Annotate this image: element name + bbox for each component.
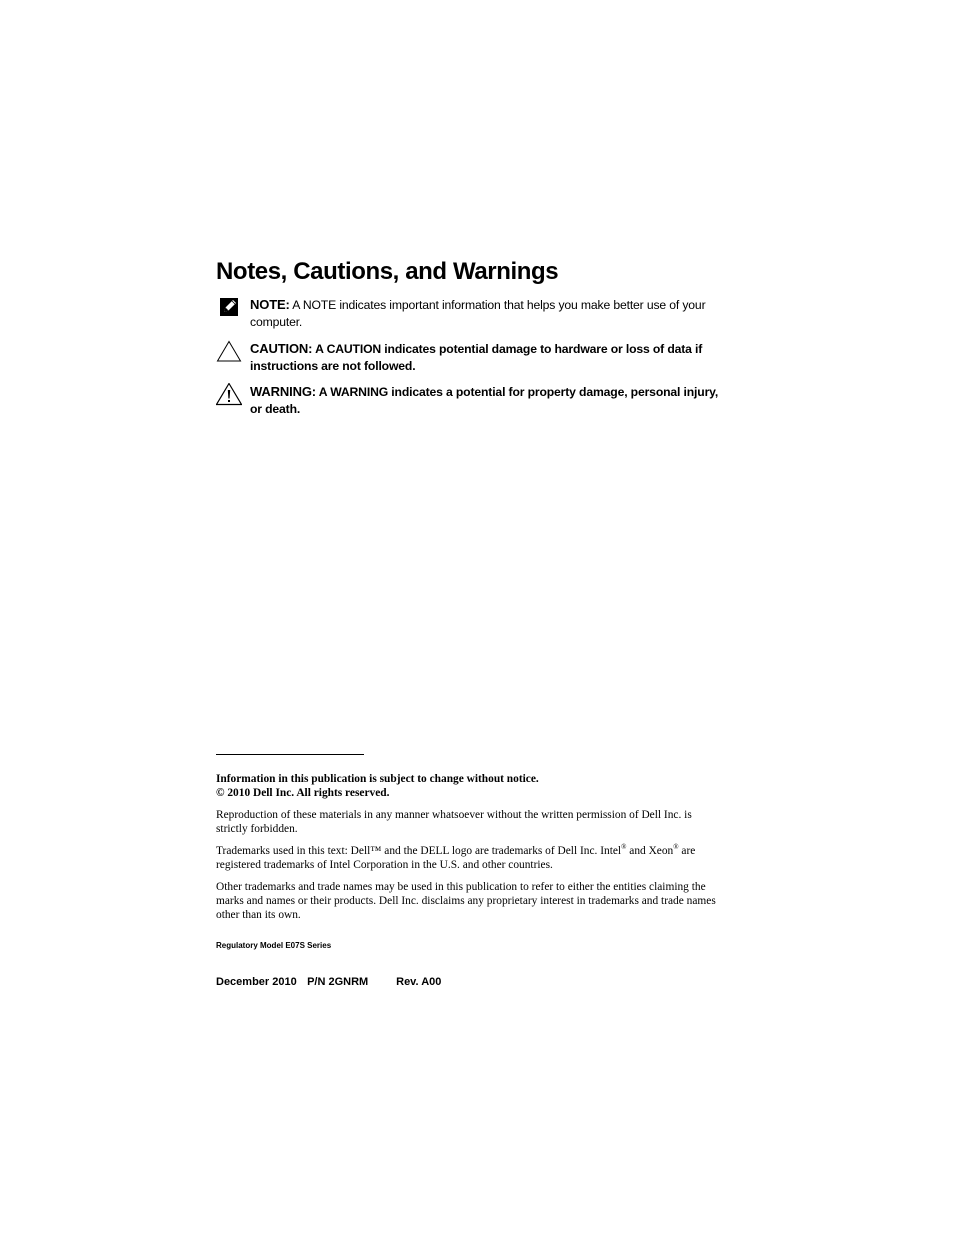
caution-text [250,340,720,375]
reproduction-notice: Reproduction of these materials in any manner whatsoever without the written permission of Dell Inc. is strictly forbidden. [216,809,692,835]
pencil-note-icon [216,296,242,320]
divider-rule [216,754,364,755]
other-trademarks-notice: Other trademarks and trade names may be used in this publication to refer to either the entities claiming the marks and names or their products. Dell Inc. disclaims any proprietary interest in trademarks and trade names other than its own. [216,881,716,921]
publication-date: December 2010 [216,976,297,988]
part-number: P/N 2GNRM [307,976,369,988]
copyright-line: © 2010 Dell Inc. All rights reserved. [216,787,390,799]
trademark-text-part3: are registered trademarks of Intel Corporation in the U.S. and other countries. [216,845,696,871]
warning-exclamation-icon [216,383,242,407]
note-text [250,296,720,331]
registered-mark: ® [621,843,627,852]
trademark-text-part1: Trademarks used in this text: Dell™ and the DELL logo are trademarks of Dell Inc. Intel [216,845,622,857]
caution-triangle-icon [216,340,242,364]
revision: Rev. A00 [396,976,442,988]
caution-label: CAUTION: [250,341,313,356]
change-notice-line: Information in this publication is subject to change without notice. [216,773,539,785]
page-title: Notes, Cautions, and Warnings [216,258,559,285]
trademark-text-part2: and Xeon [626,845,674,857]
warning-label: WARNING: [250,384,316,399]
note-label: NOTE: [250,297,290,312]
registered-mark: ® [673,843,679,852]
regulatory-model: Regulatory Model E07S Series [216,941,332,950]
caution-body: A CAUTION indicates potential damage to hardware or loss of data if instructions are not followed. [250,342,703,373]
warning-text [250,383,720,418]
legal-notice [216,772,716,800]
warning-body: A WARNING indicates a potential for property damage, personal injury, or death. [250,385,719,416]
publication-footer [216,975,441,989]
trademark-notice [216,844,716,872]
note-body: A NOTE indicates important information that helps you make better use of your computer. [250,298,706,329]
